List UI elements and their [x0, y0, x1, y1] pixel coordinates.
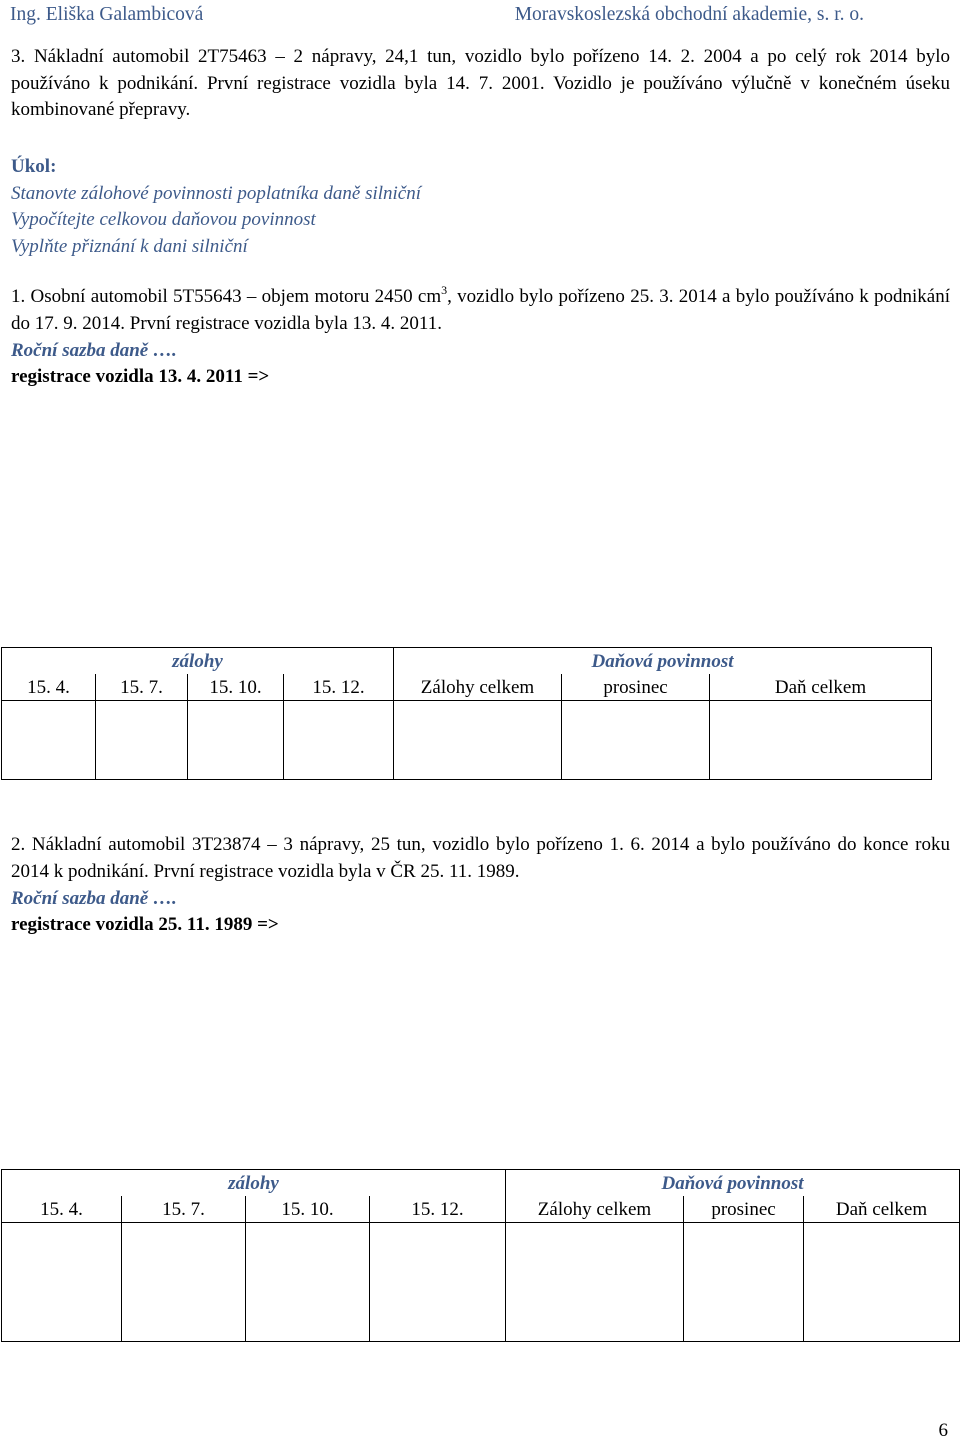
exercise1-text-b: , vozidlo bylo pořízeno 25. 3. 2014 a bylo používáno k podnikání do 17. 9. 2014. První registrace vozidla byla 13. 4. 2011. [11, 286, 950, 334]
exercise1-sup: 3 [441, 282, 448, 297]
table2-cell-advances-total[interactable] [506, 1223, 684, 1342]
table1-cell-15-10[interactable] [188, 701, 284, 780]
table1-col-15-12: 15. 12. [284, 674, 394, 701]
table1-col-15-4: 15. 4. [2, 674, 96, 701]
exercise1-registration: registrace vozidla 13. 4. 2011 => [11, 366, 270, 387]
tax-table-2 [1, 1169, 960, 1342]
table2-cell-15-7[interactable] [122, 1223, 246, 1342]
table1-cell-december[interactable] [562, 701, 710, 780]
table2-col-15-7: 15. 7. [122, 1196, 246, 1223]
table1-col-15-10: 15. 10. [188, 674, 284, 701]
table2-group-liability: Daňová povinnost [506, 1170, 960, 1197]
table2-col-15-4: 15. 4. [2, 1196, 122, 1223]
table2-col-december: prosinec [684, 1196, 804, 1223]
table2-group-advances: zálohy [2, 1170, 506, 1197]
table1-group-advances: zálohy [2, 648, 394, 675]
intro-paragraph: 3. Nákladní automobil 2T75463 – 2 nápravy, 24,1 tun, vozidlo bylo pořízeno 14. 2. 2004 a po celý rok 2014 bylo používáno k podnikání. První registrace vozidla byla 14. 7. 2001. Vozidlo je používáno výlučně v konečném úseku kombinované přepravy. [11, 46, 950, 121]
tax-table-1 [1, 647, 932, 780]
table2-col-advances-total: Zálohy celkem [506, 1196, 684, 1223]
exercise1-text-a: 1. Osobní automobil 5T55643 – objem motoru 2450 cm [11, 286, 442, 307]
table1-cell-15-4[interactable] [2, 701, 96, 780]
page-header [10, 0, 864, 30]
header-author: Ing. Eliška Galambicová [10, 4, 204, 26]
table2-col-tax-total: Daň celkem [804, 1196, 960, 1223]
task-block [11, 154, 950, 260]
page-number: 6 [938, 1420, 948, 1441]
table1-col-december: prosinec [562, 674, 710, 701]
task-line-1: Stanovte zálohové povinnosti poplatníka daně silniční [11, 182, 422, 204]
table2-cell-15-4[interactable] [2, 1223, 122, 1342]
table1-col-tax-total: Daň celkem [710, 674, 932, 701]
table2-cell-15-12[interactable] [370, 1223, 506, 1342]
table2-col-15-12: 15. 12. [370, 1196, 506, 1223]
table2-cell-tax-total[interactable] [804, 1223, 960, 1342]
task-line-3: Vyplňte přiznání k dani silniční [11, 235, 248, 257]
exercise2-registration: registrace vozidla 25. 11. 1989 => [11, 914, 279, 935]
exercise2-rate: Roční sazba daně …. [11, 888, 177, 909]
header-school: Moravskoslezská obchodní akademie, s. r. o. [514, 4, 864, 26]
exercise2-paragraph: 2. Nákladní automobil 3T23874 – 3 nápravy, 25 tun, vozidlo bylo pořízeno 1. 6. 2014 a bylo používáno do konce roku 2014 k podnikání. První registrace vozidla byla v ČR 25. 11. 1989. [11, 834, 950, 882]
table1-group-liability: Daňová povinnost [394, 648, 932, 675]
table2-col-15-10: 15. 10. [246, 1196, 370, 1223]
table2-cell-december[interactable] [684, 1223, 804, 1342]
table2-cell-15-10[interactable] [246, 1223, 370, 1342]
table1-cell-15-7[interactable] [96, 701, 188, 780]
task-line-2: Vypočítejte celkovou daňovou povinnost [11, 209, 316, 231]
table1-cell-tax-total[interactable] [710, 701, 932, 780]
table1-cell-15-12[interactable] [284, 701, 394, 780]
exercise1-paragraph [11, 284, 950, 337]
table1-col-15-7: 15. 7. [96, 674, 188, 701]
table1-col-advances-total: Zálohy celkem [394, 674, 562, 701]
table1-cell-advances-total[interactable] [394, 701, 562, 780]
exercise1-rate: Roční sazba daně …. [11, 340, 177, 361]
task-heading: Úkol: [11, 156, 57, 177]
